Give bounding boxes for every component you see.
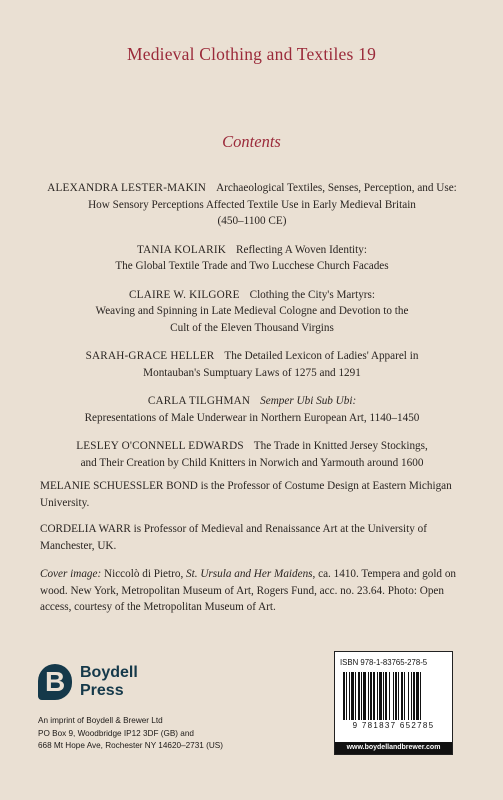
boydell-press-logo [38,664,178,704]
entry-title-line: How Sensory Perceptions Affected Textile Use in Early Medieval Britain [88,198,416,211]
entry-title-line: Semper Ubi Sub Ubi: [260,395,357,407]
barcode-bar [358,672,360,720]
barcode-bar [420,672,421,720]
barcode-bar [343,672,345,720]
barcode-bar [401,672,403,720]
barcode-number: 9 781837 652785 [352,721,435,730]
entry-author: CLAIRE W. KILGORE [129,288,240,301]
barcode-bar [395,672,397,720]
caption-artist: Niccolò di Pietro, [104,568,184,580]
entry-author: CARLA TILGHMAN [147,395,251,407]
entry-title-line: and Their Creation by Child Knitters in Norwich and Yarmouth around 1600 [80,456,424,469]
barcode-bar [351,672,354,720]
imprint-line: 668 Mt Hope Ave, Rochester NY 14620–2731 (US) [38,741,223,750]
barcode-bar [404,672,405,720]
entry-title-line: The Trade in Knitted Jersey Stockings, [253,440,428,452]
barcode-bars [343,672,445,720]
isbn-barcode [334,651,453,755]
imprint-line: An imprint of Boydell & Brewer Ltd [38,716,163,725]
logo-name-line: Press [80,682,124,699]
caption-label: Cover image: [40,568,102,580]
toc-entry [22,180,482,230]
isbn-text: ISBN 978-1-83765-278-5 [340,658,428,667]
barcode-bar [370,672,372,720]
barcode-bar [416,672,419,720]
imprint-address [38,715,338,753]
barcode-bar [346,672,347,720]
barcode-bar [398,672,399,720]
barcode-bar [385,672,387,720]
barcode-bar [411,672,412,720]
entry-title-line: Reflecting A Woven Identity: [236,243,367,256]
imprint-line: PO Box 9, Woodbridge IP12 3DF (GB) and [38,728,194,738]
entry-title-line: Representations of Male Underwear in Northern European Art, 1140–1450 [84,411,420,424]
barcode-bar [389,672,390,720]
entry-author: SARAH-GRACE HELLER [85,350,215,362]
barcode-bar [355,672,356,720]
logo-letter: B [45,666,66,697]
toc-entry [22,438,482,471]
entry-title-line: The Detailed Lexicon of Ladies' Apparel in [224,350,419,362]
entry-author: TANIA KOLARIK [137,243,227,256]
logo-wordmark [80,664,138,700]
editor-bios [40,478,470,626]
barcode-bar [349,672,350,720]
entry-author: LESLEY O'CONNELL EDWARDS [76,440,244,452]
entry-title-line: Clothing the City's Martyrs: [249,288,375,301]
cover-caption [40,566,470,616]
barcode-bar [413,672,415,720]
entry-title-line: Archaeological Textiles, Senses, Perception, and Use: [216,182,457,194]
barcode-bar [383,672,384,720]
entry-title-line: Montauban's Sumptuary Laws of 1275 and 1291 [143,366,361,379]
caption-rest: , ca. 1410. Tempera and gold on wood. New York, Metropolitan Museum of Art, Rogers Fund, acc. no. 23.64. Photo: Open access, courtesy of the Metropolitan Museum of Art. [40,568,457,613]
barcode-bar [363,672,366,720]
barcode-bar [373,672,375,720]
barcode-bar [368,672,369,720]
entry-author: ALEXANDRA LESTER-MAKIN [47,182,207,194]
barcode-bar [393,672,394,720]
entry-title-line: Cult of the Eleven Thousand Virgins [170,321,334,334]
toc-entry [22,287,482,337]
barcode-bar [361,672,362,720]
publisher-website: www.boydellandbrewer.com [335,742,452,754]
caption-work: St. Ursula and Her Maidens [186,568,313,580]
barcode-bar [408,672,409,720]
toc-entry [22,242,482,275]
contents-heading: Contents [222,132,281,151]
toc-entry [22,348,482,381]
table-of-contents [22,180,482,483]
barcode-bar [377,672,378,720]
series-title: Medieval Clothing and Textiles 19 [126,44,377,64]
entry-title-line: Weaving and Spinning in Late Medieval Cologne and Devotion to the [95,305,409,317]
entry-title-line: (450–1100 CE) [217,215,287,227]
entry-title-line: The Global Textile Trade and Two Lucchese Church Facades [115,260,389,272]
toc-entry [22,393,482,426]
bio-warr: CORDELIA WARR is Professor of Medieval and Renaissance Art at the University of Manchester, UK. [40,523,427,552]
bio-bond: MELANIE SCHUESSLER BOND is the Professor of Costume Design at Eastern Michigan University. [40,480,452,509]
barcode-bar [379,672,382,720]
logo-mark-icon [38,664,72,700]
logo-name-line: Boydell [80,664,138,681]
